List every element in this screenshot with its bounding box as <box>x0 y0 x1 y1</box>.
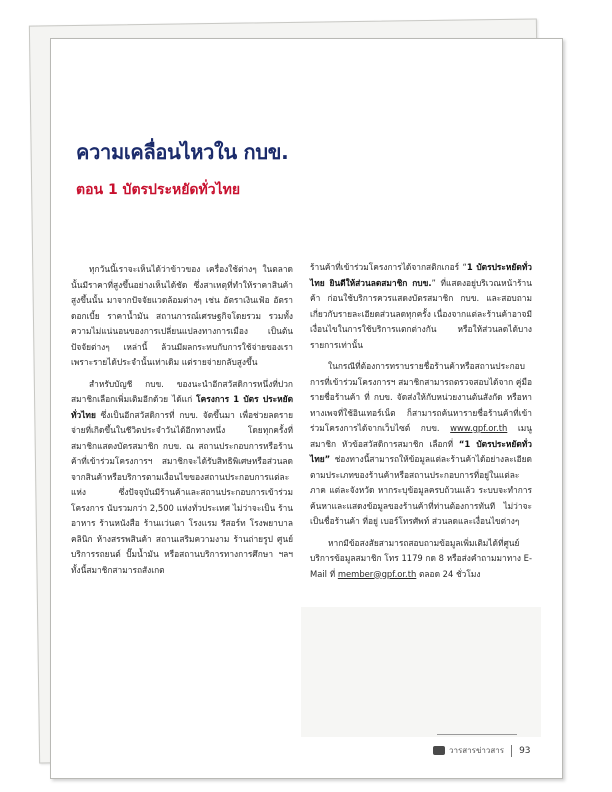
right-paragraph-3-tail: ตลอด 24 ชั่วโมง <box>416 568 481 579</box>
footer-separator <box>511 745 512 757</box>
magazine-page <box>50 38 563 779</box>
right-paragraph-3 <box>310 536 532 583</box>
page-number: 93 <box>519 745 531 756</box>
menu-item-bold: “1 บัตรประหยัดทั่วไทย” <box>310 438 532 464</box>
sticker-text-bold: 1 บัตรประหยัดทั่วไทย ยินดีให้ส่วนลดสมาชิก กบข. <box>310 262 533 288</box>
program-name-bold: โครงการ 1 บัตร ประหยัดทั่วไทย <box>71 394 294 420</box>
right-paragraph-1-body: ” ที่แสดงอยู่บริเวณหน้าร้านค้า ก่อนใช้บริการควรแสดงบัตรสมาชิก กบข. และสอบถามเกี่ยวกับรายละเอียดส่วนลดทุกครั้ง เนื่องจากแต่ละร้านค้าอาจมีเงื่อนไขในการใช้บริการแตกต่างกัน หรือให้ส่วนลดได้บางรายการเท่านั้น <box>310 277 532 350</box>
magazine-logo-icon <box>433 746 445 755</box>
left-paragraph-2 <box>71 377 293 579</box>
right-paragraph-2-body: ช่องทางนี้สามารถให้ข้อมูลแต่ละร้านค้าได้อย่างละเอียด ตามประเภทของร้านค้าหรือสถานประกอบการที่อยู่ในแต่ละภาค แต่ละจังหวัด หากระบุข้อมูลครบถ้วนแล้ว ระบบจะทำการค้นหาและแสดงข้อมูลของร้านค้าที่ท่านต้องการทันที ไม่ว่าจะเป็นชื่อร้านค้า ที่อยู่ เบอร์โทรศัพท์ ส่วนลดและเงื่อนไขต่างๆ <box>310 454 532 526</box>
right-paragraph-2 <box>310 359 532 530</box>
article-subtitle: ตอน 1 บัตรประหยัดทั่วไทย <box>76 182 241 198</box>
right-paragraph-1-lead: ร้านค้าที่เข้าร่วมโครงการได้จากสติกเกอร์ “ <box>310 262 467 272</box>
left-text-column <box>71 262 293 584</box>
right-paragraph-2-mid: เมนูสมาชิก หัวข้อสวัสดิการสมาชิก เลือกที่ <box>310 423 532 449</box>
left-paragraph-2-lead: สำหรับบัญชี กบข. ของนะนำอีกสวัสดิการหนึ่งที่ปวกสมาชิกเลือกเพิ่มเติมอีกด้วย ได้แก่ <box>71 378 293 404</box>
article-title: ความเคลื่อนไหวใน กบข. <box>76 140 289 164</box>
footer-divider <box>437 734 517 735</box>
page-footer <box>433 744 531 757</box>
magazine-name: วารสารข่าวสาร <box>449 746 505 755</box>
right-paragraph-3-lead: หากมีข้อสงสัยสามารถสอบถามข้อมูลเพิ่มเติมได้ที่ศูนย์บริการข้อมูลสมาชิก โทร 1179 กด 8 หรือส่งคำถามมาทาง E-Mail ที่ <box>310 537 532 579</box>
email-link[interactable]: member@gpf.or.th <box>337 568 417 579</box>
left-paragraph-1: ทุกวันนี้เราจะเห็นได้ว่าข้าวของ เครื่องใช้ต่างๆ ในตลาดนั้นมีราคาที่สูงขึ้นอย่างเห็นได้ชัด ซึ่งสาเหตุที่ทำให้ราคาสินค้าสูงขึ้นนั้น มาจากปัจจัยแวดล้อมต่างๆ เช่น อัตราเงินเฟ้อ อัตราดอกเบี้ย ราคาน้ำมัน สถานการณ์เศรษฐกิจโดยรวม รวมทั้งความไม่แน่นอนของการเปลี่ยนแปลงทางการเมือง เป็นต้น ปัจจัยต่างๆ เหล่านี้ ล้วนมีผลกระทบกับการใช้จ่ายของเรา เพราะรายได้ประจำนั้นเท่าเดิม แต่รายจ่ายกลับสูงขึ้น <box>71 264 293 367</box>
show-through-block <box>301 607 541 737</box>
right-paragraph-2-lead: ในกรณีที่ต้องการทราบรายชื่อร้านค้าหรือสถานประกอบการที่เข้าร่วมโครงการฯ สมาชิกสามารถตรวจสอบได้จาก คู่มือรายชื่อร้านค้า ที่ กบข. จัดส่งให้กับหน่วยงานต้นสังกัด หรือหาทางเพจที่ใช้อินเทอร์เน็ต ก็สามารถค้นหารายชื่อร้านค้าที่เข้าร่วมโครงการได้จากเว็บไซต์ กบข. <box>310 361 532 433</box>
right-paragraph-1 <box>310 260 532 353</box>
left-paragraph-2-body: ซึ่งเป็นอีกสวัสดิการที่ กบข. จัดขึ้นมา เพื่อช่วยลดรายจ่ายที่เกิดขึ้นในชีวิตประจำวันได้อีกทางหนึ่ง โดยทุกครั้งที่สมาชิกแสดงบัตรสมาชิก กบข. ณ สถานประกอบการหรือร้านค้าที่เข้าร่วมโครงการฯ สมาชิกจะได้รับสิทธิพิเศษหรือส่วนลดจากสินค้าหรือบริการตามเงื่อนไขของสถานประกอบการแต่ละแห่ง ซึ่งปัจจุบันมีร้านค้าและสถานประกอบการเข้าร่วมโครงการ นับรวมกว่า 2,500 แห่งทั่วประเทศ ไม่ว่าจะเป็น ร้านอาหาร ร้านหนังสือ ร้านแว่นตา โรงแรม รีสอร์ท โรงพยาบาล คลินิก ห้างสรรพสินค้า สถานเสริมความงาม ร้านถ่ายรูป ศูนย์บริการรถยนต์ ปั๊มน้ำมัน หรือสถานบริการทางการศึกษา ฯลฯ ทั้งนี้สมาชิกสามารถสังเกต <box>71 409 293 575</box>
right-text-column <box>310 260 532 588</box>
website-link[interactable]: www.gpf.or.th <box>450 423 508 433</box>
